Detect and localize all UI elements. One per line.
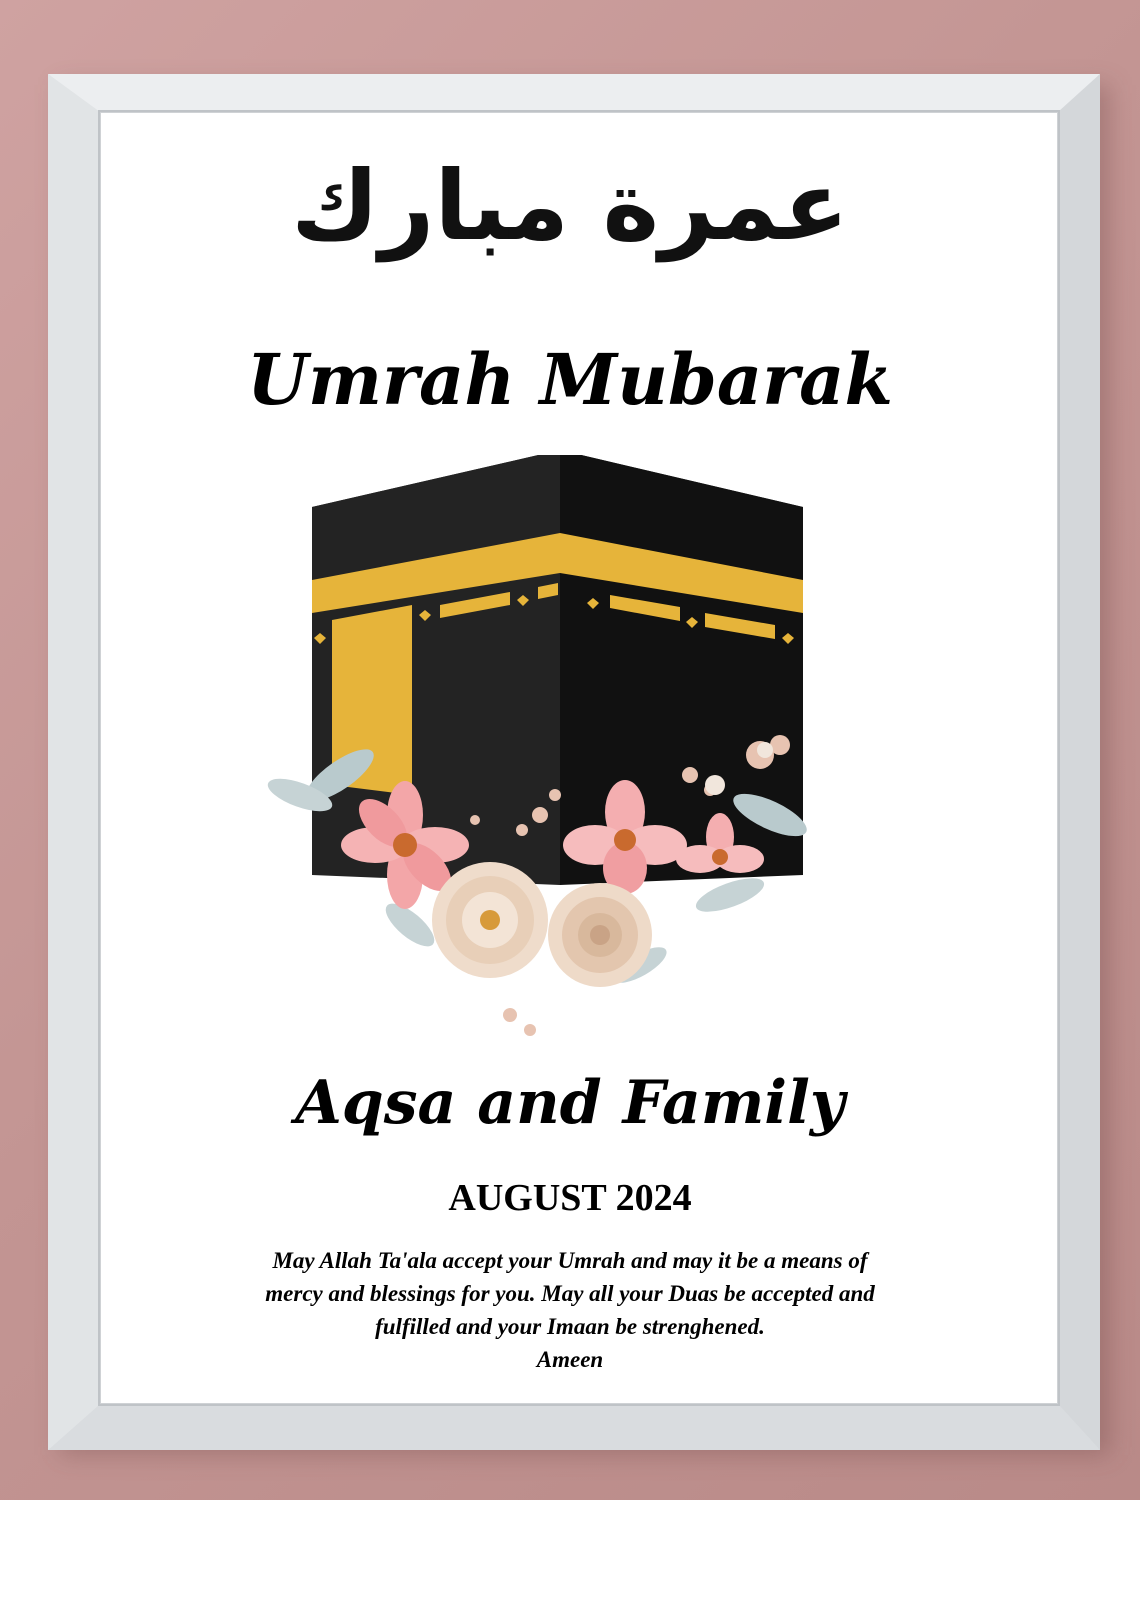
kaaba-with-flowers-illustration bbox=[260, 455, 840, 1055]
blessing-message bbox=[220, 1244, 920, 1376]
message-line: fulfilled and your Imaan be strenghened. bbox=[375, 1314, 765, 1339]
message-line: mercy and blessings for you. May all your Duas be accepted and bbox=[265, 1281, 875, 1306]
poster-date: AUGUST 2024 bbox=[448, 1177, 692, 1219]
bottom-margin bbox=[0, 1500, 1140, 1612]
poster-title: Umrah Mubarak bbox=[246, 338, 894, 421]
arabic-calligraphy: عمرة مبارك bbox=[291, 150, 849, 262]
message-line: May Allah Ta'ala accept your Umrah and may it be a means of bbox=[272, 1248, 868, 1273]
recipient-name: Aqsa and Family bbox=[295, 1068, 845, 1138]
message-line: Ameen bbox=[536, 1347, 604, 1372]
